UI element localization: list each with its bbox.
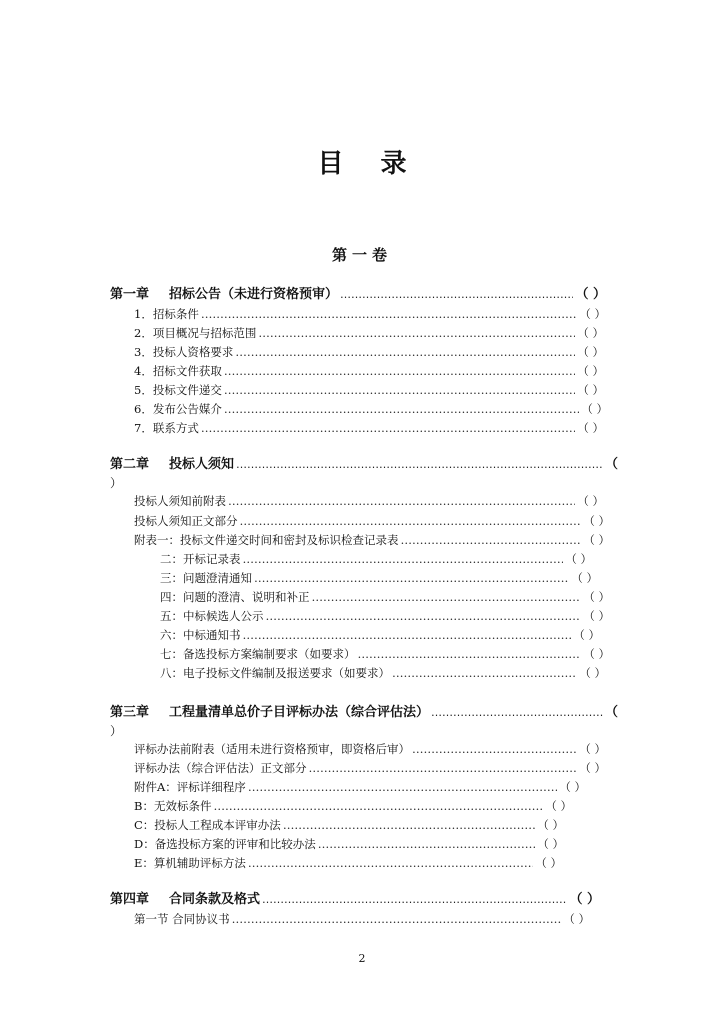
toc-item[interactable]: 6．发布公告媒介 …………………………………………………………………………………………………………………………………………………………………… （ ） bbox=[134, 400, 608, 418]
toc-item[interactable]: D：备选投标方案的评审和比较办法 …………………………………………………………………………………………………………………………………………………………………… （ ） bbox=[134, 835, 564, 853]
leader-dots bbox=[236, 455, 603, 475]
toc-item[interactable]: 1．招标条件 …………………………………………………………………………………………………………………………………………………………………… （ ） bbox=[134, 305, 606, 323]
chapter-number: 第三章 bbox=[110, 705, 150, 720]
toc-item[interactable]: 四：问题的澄清、说明和补正 …………………………………………………………………………………………………………………………………………………………………… （ ） bbox=[160, 588, 610, 606]
toc-chapter-1[interactable] bbox=[110, 285, 606, 305]
toc-item[interactable]: 八：电子投标文件编制及报送要求（如要求） …………………………………………………………………………………………………………………………………………………………………… （ ） bbox=[160, 664, 606, 682]
toc-item[interactable]: B：无效标条件 …………………………………………………………………………………………………………………………………………………………………… （ ） bbox=[134, 797, 572, 815]
toc-item[interactable]: 3．投标人资格要求 …………………………………………………………………………………………………………………………………………………………………… （ ） bbox=[134, 343, 604, 361]
toc-item[interactable]: 2．项目概况与招标范围 …………………………………………………………………………………………………………………………………………………………………… （ ） bbox=[134, 324, 604, 342]
leader-dots bbox=[340, 285, 573, 305]
toc-item[interactable]: 七：备选投标方案编制要求（如要求） …………………………………………………………………………………………………………………………………………………………………… （ ） bbox=[160, 645, 610, 663]
toc-item[interactable]: 二：开标记录表 …………………………………………………………………………………………………………………………………………………………………… （ ） bbox=[160, 550, 592, 568]
toc-item[interactable]: 5．投标文件递交 …………………………………………………………………………………………………………………………………………………………………… （ ） bbox=[134, 381, 604, 399]
chapter-title: 招标公告（未进行资格预审） bbox=[169, 287, 339, 302]
toc-item[interactable]: 附表一：投标文件递交时间和密封及标识检查记录表 …………………………………………………………………………………………………………………………………………………………………… （ ） bbox=[134, 531, 610, 549]
toc-item[interactable]: 五：中标候选人公示 …………………………………………………………………………………………………………………………………………………………………… （ ） bbox=[160, 607, 610, 625]
page-ref-close: ） bbox=[110, 476, 123, 490]
chapter-number: 第一章 bbox=[110, 287, 150, 302]
toc-item[interactable]: C：投标人工程成本评审办法 …………………………………………………………………………………………………………………………………………………………………… （ ） bbox=[134, 816, 564, 834]
page-ref-open: （ bbox=[604, 457, 618, 472]
toc-item[interactable]: 第一节 合同协议书 …………………………………………………………………………………………………………………………………………………………………… （ ） bbox=[134, 910, 590, 928]
toc-item[interactable]: 评标办法前附表（适用未进行资格预审，即资格后审） …………………………………………………………………………………………………………………………………………………………………… （ ） bbox=[134, 740, 606, 758]
toc-item[interactable]: 7．联系方式 …………………………………………………………………………………………………………………………………………………………………… （ ） bbox=[134, 419, 604, 437]
chapter-number: 第四章 bbox=[110, 892, 150, 907]
toc-item[interactable]: 投标人须知前附表 …………………………………………………………………………………………………………………………………………………………………… （ ） bbox=[134, 492, 604, 510]
toc-title: 目 录 bbox=[317, 149, 421, 179]
page-ref: （ ） bbox=[569, 892, 600, 907]
toc-item[interactable]: 评标办法（综合评估法）正文部分 …………………………………………………………………………………………………………………………………………………………………… （ ） bbox=[134, 759, 606, 777]
leader-dots bbox=[262, 890, 567, 910]
page-ref-open: （ bbox=[604, 705, 618, 720]
toc-item[interactable]: E：算机辅助评标方法 …………………………………………………………………………………………………………………………………………………………………… （ ） bbox=[134, 854, 562, 872]
volume-heading: 第一卷 bbox=[331, 246, 392, 264]
chapter-number: 第二章 bbox=[110, 457, 150, 472]
page-ref: （ ） bbox=[575, 287, 606, 302]
leader-dots bbox=[431, 703, 603, 723]
toc-item[interactable]: 附件A：评标详细程序 …………………………………………………………………………………………………………………………………………………………………… （ ） bbox=[134, 778, 586, 796]
toc-chapter-4[interactable] bbox=[110, 890, 600, 910]
chapter-title: 投标人须知 bbox=[169, 457, 235, 472]
chapter-title: 合同条款及格式 bbox=[169, 892, 261, 907]
toc-chapter-2[interactable] bbox=[110, 455, 618, 475]
page-ref-close: ） bbox=[110, 724, 123, 738]
toc-chapter-3[interactable] bbox=[110, 703, 618, 723]
toc-item[interactable]: 三：问题澄清通知 …………………………………………………………………………………………………………………………………………………………………… （ ） bbox=[160, 569, 598, 587]
chapter-title: 工程量清单总价子目评标办法（综合评估法） bbox=[169, 705, 430, 720]
toc-item[interactable]: 六：中标通知书 …………………………………………………………………………………………………………………………………………………………………… （ ） bbox=[160, 626, 600, 644]
toc-item[interactable]: 投标人须知正文部分 …………………………………………………………………………………………………………………………………………………………………… （ ） bbox=[134, 512, 610, 530]
page-number: 2 bbox=[358, 952, 366, 965]
toc-item[interactable]: 4．招标文件获取 …………………………………………………………………………………………………………………………………………………………………… （ ） bbox=[134, 362, 604, 380]
